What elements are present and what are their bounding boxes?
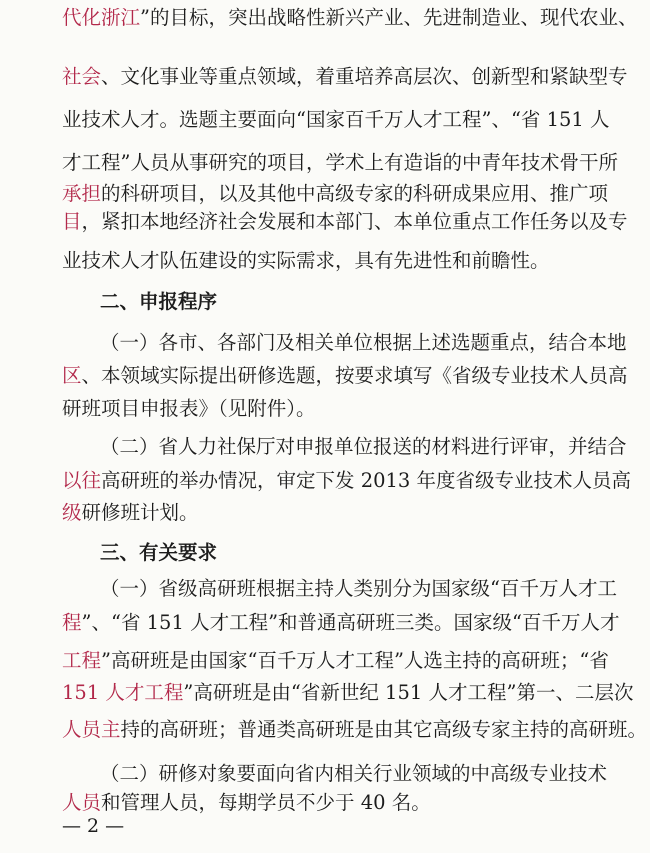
paragraph-line bbox=[0, 209, 650, 235]
paragraph-line bbox=[0, 248, 650, 274]
paragraph-line bbox=[0, 610, 650, 636]
paragraph-line bbox=[0, 64, 650, 90]
text-run: 、本领域实际提出研修选题，按要求填写《省级专业技术人员高 bbox=[81, 364, 628, 387]
red-text: 社会 bbox=[62, 65, 102, 88]
paragraph-line bbox=[0, 576, 650, 602]
red-text: 区 bbox=[62, 364, 82, 387]
red-text: 以往 bbox=[62, 469, 102, 492]
text-run: （二）省人力社保厅对申报单位报送的材料进行评审，并结合 bbox=[100, 435, 627, 458]
paragraph-line bbox=[0, 468, 650, 494]
paragraph-line bbox=[0, 363, 650, 389]
paragraph-line bbox=[0, 500, 650, 526]
text-run: （一）各市、各部门及相关单位根据上述选题重点，结合本地 bbox=[100, 331, 627, 354]
paragraph-line bbox=[0, 761, 650, 787]
text-run: （二）研修对象要面向省内相关行业领域的中高级专业技术 bbox=[100, 762, 608, 785]
paragraph-line bbox=[0, 330, 650, 356]
red-text: 目 bbox=[62, 210, 82, 233]
text-run: 才工程”人员从事研究的项目，学术上有造诣的中青年技术骨干所 bbox=[62, 151, 618, 174]
paragraph-line bbox=[0, 648, 650, 674]
page-number: — 2 — bbox=[62, 815, 125, 837]
text-run: （一）省级高研班根据主持人类别分为国家级“百千万人才工 bbox=[100, 577, 617, 600]
text-run: 持的高研班；普通类高研班是由其它高级专家主持的高研班。 bbox=[120, 718, 648, 741]
text-run: 业技术人才队伍建设的实际需求，具有先进性和前瞻性。 bbox=[62, 249, 550, 272]
text-run: ，紧扣本地经济社会发展和本部门、本单位重点工作任务以及专 bbox=[81, 210, 628, 233]
text-run: 的科研项目，以及其他中高级专家的科研成果应用、推广项 bbox=[101, 182, 609, 205]
paragraph-line bbox=[0, 434, 650, 460]
section-heading: 二、申报程序 bbox=[100, 290, 218, 313]
red-text: 人员主 bbox=[62, 718, 121, 741]
paragraph-line bbox=[0, 790, 650, 816]
red-text: 级 bbox=[62, 501, 82, 524]
section-heading: 三、有关要求 bbox=[100, 541, 218, 564]
text-run: 和管理人员，每期学员不少于 40 名。 bbox=[101, 791, 431, 814]
text-run: ”高研班是由“省新世纪 151 人才工程”第一、二层次 bbox=[183, 681, 634, 704]
red-text: 工程 bbox=[62, 649, 102, 672]
paragraph-line bbox=[0, 181, 650, 207]
paragraph-line bbox=[0, 717, 650, 743]
paragraph-line bbox=[0, 150, 650, 176]
text-run: 研修班计划。 bbox=[81, 501, 199, 524]
paragraph-line bbox=[0, 680, 650, 706]
red-text: 代化浙江 bbox=[62, 6, 141, 29]
red-text: 程 bbox=[62, 611, 82, 634]
text-run: 、文化事业等重点领域，着重培养高层次、创新型和紧缺型专 bbox=[101, 65, 628, 88]
red-text: 151 人才工程 bbox=[62, 681, 184, 704]
paragraph-line bbox=[0, 5, 650, 31]
paragraph-line bbox=[0, 396, 650, 422]
text-run: ”高研班是由国家“百千万人才工程”人选主持的高研班；“省 bbox=[101, 649, 609, 672]
text-run: 研班项目申报表》（见附件）。 bbox=[62, 397, 316, 420]
text-run: 高研班的举办情况，审定下发 2013 年度省级专业技术人员高 bbox=[101, 469, 632, 492]
text-run: 业技术人才。选题主要面向“国家百千万人才工程”、“省 151 人 bbox=[62, 108, 610, 131]
red-text: 承担 bbox=[62, 182, 102, 205]
text-run: ”、“省 151 人才工程”和普通高研班三类。国家级“百千万人才 bbox=[81, 611, 620, 634]
text-run: ”的目标，突出战略性新兴产业、先进制造业、现代农业、 bbox=[140, 6, 638, 29]
red-text: 人员 bbox=[62, 791, 102, 814]
paragraph-line bbox=[0, 107, 650, 133]
